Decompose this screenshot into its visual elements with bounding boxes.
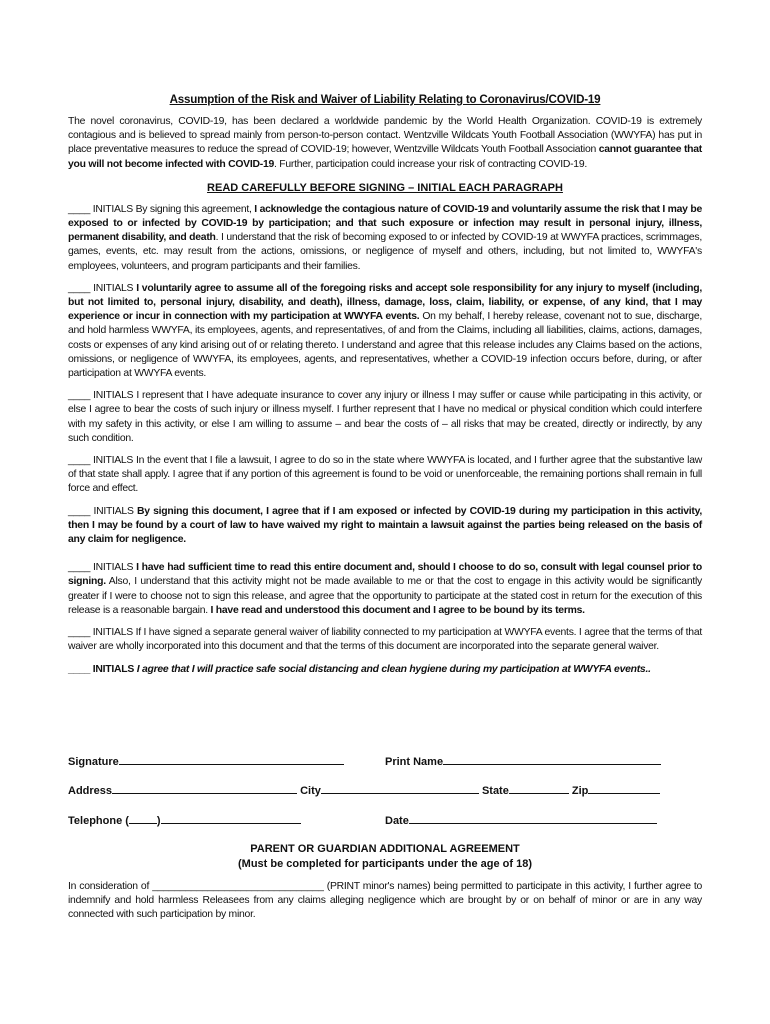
paragraph-waive-negligence — [68, 505, 702, 548]
guardian-text-b: (PRINT minor's names) being permitted to participate in this activity, I further agree to indemnify and hold harmless Releasees from any claims alleging negligence which are brought by or on behalf of minor or are in any way connected with such participation by minor. — [68, 881, 702, 921]
initials-blank[interactable]: ____ INITIALS — [68, 663, 135, 675]
print-name-row — [385, 753, 661, 769]
paragraph-social-distancing — [68, 663, 702, 677]
state-label: State — [481, 785, 509, 797]
paragraph-acknowledge-risk — [68, 203, 702, 274]
p2-text-b: On my behalf, I hereby release, covenant not to sue, discharge, and hold harmless WWYFA, its employees, agents, and representatives, of and from the Claims, including all liabilities, claims, actions, damages, costs or expenses of any kind arising out of or relating thereto. I understand and agree that this release includes any Claims based on the actions, omissions, or negligence of WWYFA, its employees, agents, and representatives, whether a COVID-19 infection occurs before, during, or after participation at WWYFA events. — [68, 311, 702, 380]
p6-bold-1: I have had sufficient time to read this entire document and, should I choose to do so, consult with legal counsel prior to signing. — [68, 562, 702, 588]
area-code-field[interactable] — [129, 812, 157, 824]
p8-italic: I agree that I will practice safe social distancing and clean hygiene during my participation at WWYFA events.. — [136, 663, 651, 675]
intro-text-2: . Further, participation could increase your risk of contracting COVID-19. — [274, 158, 587, 170]
p1-text-a: By signing this agreement, — [132, 203, 255, 215]
waiver-document — [68, 93, 702, 685]
intro-bold-text: cannot guarantee that you will not become infected with COVID-19 — [68, 144, 702, 170]
paragraph-separate-waiver — [68, 626, 702, 654]
state-field[interactable] — [509, 782, 569, 794]
guardian-paragraph — [68, 880, 702, 923]
initials-blank[interactable]: ____ INITIALS — [68, 562, 134, 574]
paragraph-assume-risks — [68, 282, 702, 381]
paragraph-lawsuit-venue — [68, 454, 702, 497]
initials-blank[interactable]: ____ INITIALS — [68, 455, 134, 467]
intro-text-1: The novel coronavirus, COVID-19, has been declared a worldwide pandemic by the World Health Organization. COVID-19 is extremely contagious and is believed to spread mainly from person-to-person contact. Wentzville Wildcats Youth Football Association (WWYFA) has put in place preventative measures to reduce the spread of COVID-19; however, Wentzville Wildcats Youth Football Association — [68, 116, 702, 156]
signature-field[interactable] — [119, 753, 344, 765]
paragraph-insurance — [68, 389, 702, 446]
date-label: Date — [385, 815, 409, 827]
p7-text: If I have signed a separate general waiver of liability connected to my participation at WWYFA events. I agree that the terms of that waiver are wholly incorporated into this document and that the terms of this document are incorporated into the separate general waiver. — [68, 627, 702, 653]
zip-field[interactable] — [588, 782, 660, 794]
signature-row — [68, 753, 344, 769]
instructions-heading: READ CAREFULLY BEFORE SIGNING – INITIAL EACH PARAGRAPH — [207, 181, 563, 194]
signature-label: Signature — [68, 756, 119, 768]
initials-blank[interactable]: ____ INITIALS — [68, 390, 134, 402]
telephone-close: ) — [156, 815, 161, 827]
initials-blank[interactable]: ____ INITIALS — [68, 203, 133, 215]
p1-text-b: . I understand that the risk of becoming exposed to or infected by COVID-19 at WWYFA practices, scrimmages, games, events, etc. may result from the actions, omissions, or negligence of myself and others, including, but not limited to, WWYFA's employees, volunteers, and program participants and their families. — [68, 232, 702, 272]
telephone-row — [68, 812, 301, 828]
p4-text: In the event that I file a lawsuit, I agree to do so in the state where WWYFA is located, and I further agree that the substantive law of that state shall apply. I agree that if any portion of this agreement is found to be void or unenforceable, the remaining portions shall remain in full force and effect. — [68, 455, 702, 495]
initials-blank[interactable]: ____ INITIALS — [68, 627, 133, 639]
guardian-text-a: In consideration of — [68, 881, 153, 892]
minor-name-field[interactable]: _______________________________ — [152, 881, 324, 892]
city-label: City — [300, 785, 321, 797]
p5-bold: By signing this document, I agree that if I am exposed or infected by COVID-19 during my participation in this activity, then I may be found by a court of law to have waived my right to maintain a lawsuit against the parties being released on the basis of any claim for negligence. — [68, 505, 702, 546]
p2-bold: I voluntarily agree to assume all of the foregoing risks and accept sole responsibility for any injury to myself (including, but not limited to, personal injury, disability, and death), illness, damage, loss, claim, liability, or expense, of any kind, that I may experience or incur in connection with my participation at WWYFA events. — [68, 282, 702, 323]
telephone-field[interactable] — [161, 812, 301, 824]
print-name-label: Print Name — [385, 756, 444, 768]
p3-text: I represent that I have adequate insurance to cover any injury or illness I may suffer or cause while participating in this activity, or else I agree to bear the costs of such injury or illness myself. I further represent that I have no medical or physical condition which could interfere with my safety in this activity, or else I am willing to assume – and bear the costs of – all risks that may be created, directly or indirectly, by any such condition. — [68, 390, 702, 444]
zip-label: Zip — [571, 785, 589, 797]
address-label: Address — [68, 785, 113, 797]
p6-text: Also, I understand that this activity might not be made available to me or that the cost to engage in this activity would be significantly greater if I were to choose not to sign this release, and agree that the opportunity to participate at the stated cost in return for the execution of this release is a reasonable bargain. — [68, 576, 702, 616]
p1-bold: I acknowledge the contagious nature of COVID-19 and voluntarily assume the risk that I may be exposed to or infected by COVID-19 by participation; and that such exposure or infection may result in personal injury, illness, permanent disability, and death — [68, 203, 703, 244]
date-field[interactable] — [409, 812, 657, 824]
paragraph-sufficient-time — [68, 561, 702, 618]
city-field[interactable] — [321, 782, 479, 794]
date-row — [385, 812, 657, 828]
initials-blank[interactable]: ____ INITIALS — [68, 282, 134, 294]
intro-paragraph — [68, 115, 702, 172]
document-title: Assumption of the Risk and Waiver of Liability Relating to Coronavirus/COVID-19 — [169, 93, 601, 106]
p6-bold-2: I have read and understood this document and I agree to be bound by its terms. — [210, 604, 585, 616]
print-name-field[interactable] — [443, 753, 661, 765]
telephone-label: Telephone ( — [68, 815, 129, 827]
guardian-title: PARENT OR GUARDIAN ADDITIONAL AGREEMENT — [250, 843, 520, 855]
address-row — [68, 782, 660, 798]
guardian-subtitle: (Must be completed for participants under the age of 18) — [238, 858, 532, 870]
initials-blank[interactable]: ____ INITIALS — [68, 505, 134, 517]
address-field[interactable] — [112, 782, 297, 794]
guardian-agreement — [68, 842, 702, 923]
